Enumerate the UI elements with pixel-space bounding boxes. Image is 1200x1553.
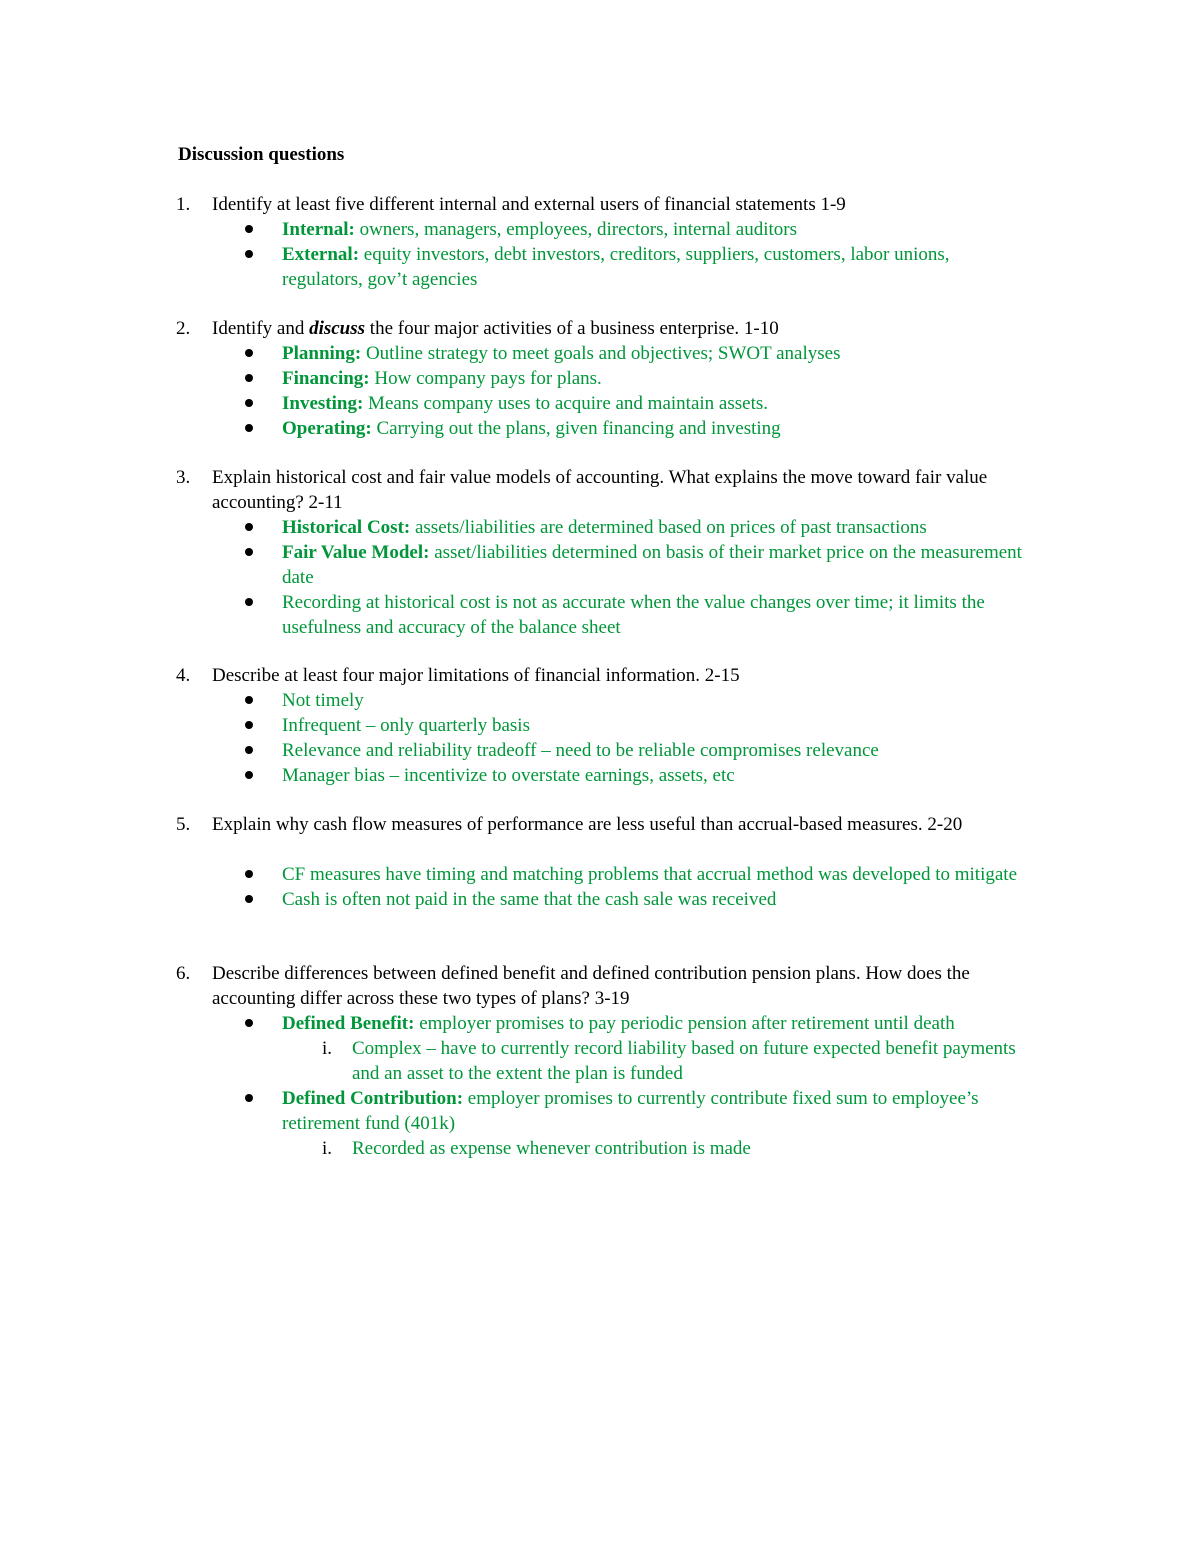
answer-label: Investing: [282,393,364,414]
answer-text: How company pays for plans. [369,368,602,389]
answer-item [0,862,1200,887]
answer-text: Not timely [282,690,364,711]
answer-item [0,391,1200,416]
bullet-icon [245,771,253,779]
answer-item [0,1086,1200,1136]
answer-item [0,688,1200,713]
answer-text: Recording at historical cost is not as accurate when the value changes over time; it limits the usefulness and accuracy of the balance sheet [282,592,985,638]
answer-item [0,366,1200,391]
bullet-icon [245,250,253,258]
answer-label: Fair Value Model: [282,542,430,563]
bullet-icon [245,424,253,432]
answer-item [0,738,1200,763]
question-number: 4. [176,665,191,686]
bullet-icon [245,696,253,704]
question-number: 3. [176,467,191,488]
bullet-icon [245,399,253,407]
answer-label: Internal: [282,219,355,240]
question-number: 6. [176,963,191,984]
answer-text: Means company uses to acquire and maintain assets. [363,393,768,414]
answer-item [0,887,1200,912]
answer-item [0,515,1200,540]
answer-item [0,540,1200,590]
bullet-icon [245,374,253,382]
bullet-icon [245,870,253,878]
page-title: Discussion questions [178,144,345,165]
answer-text: CF measures have timing and matching problems that accrual method was developed to mitigate [282,864,1017,885]
answer-text: Infrequent – only quarterly basis [282,715,530,736]
question-emphasis: discuss [309,318,366,339]
answer-list [0,217,1200,292]
answer-item [0,763,1200,788]
question-number: 2. [176,318,191,339]
answer-item [0,242,1200,292]
answer-label: Defined Benefit: [282,1013,415,1034]
roman-marker: i. [322,1038,333,1059]
question-number: 1. [176,194,191,215]
answer-text: Outline strategy to meet goals and objectives; SWOT analyses [361,343,841,364]
answer-item [0,217,1200,242]
answer-text: equity investors, debt investors, creditors, suppliers, customers, labor unions, regulators, gov’t agencies [282,244,950,290]
bullet-icon [245,548,253,556]
answer-list [0,515,1200,640]
answer-text: employer promises to currently contribute fixed sum to employee’s retirement fund (401k) [282,1088,979,1134]
question-number: 5. [176,814,191,835]
bullet-icon [245,895,253,903]
question-text: Describe differences between defined benefit and defined contribution pension plans. How does the accounting differ across these two types of plans? 3-19 [212,963,970,1009]
bullet-icon [245,225,253,233]
question-text: Describe at least four major limitations of financial information. 2-15 [212,665,740,686]
answer-label: External: [282,244,360,265]
sub-item-text: Recorded as expense whenever contribution is made [352,1138,751,1159]
sub-item [0,1136,1200,1161]
answer-item [0,590,1200,640]
question-text: Explain historical cost and fair value models of accounting. What explains the move toward fair value accounting? 2-11 [212,467,988,513]
answer-item [0,713,1200,738]
answer-list [0,862,1200,912]
answer-text: assets/liabilities are determined based on prices of past transactions [410,517,927,538]
answer-list [0,688,1200,788]
answer-list [0,1011,1200,1161]
answer-label: Historical Cost: [282,517,411,538]
answer-text: Carrying out the plans, given financing and investing [371,418,781,439]
answer-text: asset/liabilities determined on basis of their market price on the measurement date [282,542,1022,588]
bullet-icon [245,349,253,357]
answer-label: Defined Contribution: [282,1088,464,1109]
question-text [212,316,1032,341]
bullet-icon [245,598,253,606]
answer-item [0,416,1200,441]
answer-list [0,341,1200,441]
answer-text: employer promises to pay periodic pension after retirement until death [414,1013,955,1034]
bullet-icon [245,1094,253,1102]
answer-text: Manager bias – incentivize to overstate earnings, assets, etc [282,765,735,786]
answer-label: Operating: [282,418,372,439]
question-text: Identify at least five different internal and external users of financial statements 1-9 [212,194,846,215]
answer-item [0,341,1200,366]
bullet-icon [245,523,253,531]
answer-label: Planning: [282,343,362,364]
answer-text: owners, managers, employees, directors, internal auditors [354,219,797,240]
bullet-icon [245,746,253,754]
question-text-part: the four major activities of a business enterprise. 1-10 [365,318,779,339]
bullet-icon [245,1019,253,1027]
question-text-part: Identify and [212,318,310,339]
sub-item [0,1036,1200,1086]
question-text: Explain why cash flow measures of performance are less useful than accrual-based measures. 2-20 [212,814,963,835]
answer-text: Relevance and reliability tradeoff – need to be reliable compromises relevance [282,740,879,761]
bullet-icon [245,721,253,729]
answer-item [0,1011,1200,1036]
roman-marker: i. [322,1138,333,1159]
answer-label: Financing: [282,368,370,389]
sub-item-text: Complex – have to currently record liability based on future expected benefit payments and an asset to the extent the plan is funded [352,1038,1016,1084]
answer-text: Cash is often not paid in the same that the cash sale was received [282,889,777,910]
